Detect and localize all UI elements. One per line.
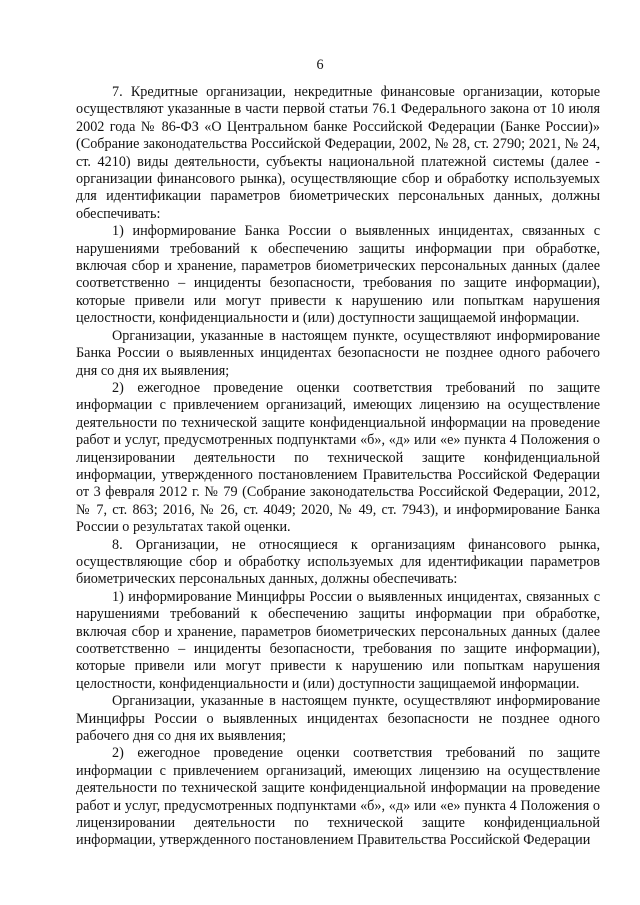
- paragraph-8-item-2: 2) ежегодное проведение оценки соответствия требований по защите информации с привлечением организаций, имеющих лицензию на осуществление деятельности по технической защите конфиденциальной информации на проведение работ и услуг, предусмотренных подпунктами «б», «д» или «е» пункта 4 Положения о лицензировании деятельности по технической защите конфиденциальной информации, утвержденного постановлением Правительства Российской Федерации: [76, 745, 600, 849]
- paragraph-7-item-1: 1) информирование Банка России о выявленных инцидентах, связанных с нарушениями требований к обеспечению защиты информации при обработке, включая сбор и хранение, параметров биометрических персональных данных (далее соответственно – инциденты безопасности, требования по защите информации), которые привели или могут привести к нарушению или попыткам нарушения целостности, конфиденциальности и (или) доступности защищаемой информации.: [76, 223, 600, 327]
- page-number: 6: [316, 57, 324, 73]
- paragraph-7-item-1-note: Организации, указанные в настоящем пункте, осуществляют информирование Банка России о выявленных инцидентах безопасности не позднее одного рабочего дня со дня их выявления;: [76, 327, 600, 379]
- paragraph-7: 7. Кредитные организации, некредитные финансовые организации, которые осуществляют указанные в части первой статьи 76.1 Федерального закона от 10 июля 2002 года № 86-ФЗ «О Центральном банке Российской Федерации (Банке России)» (Собрание законодательства Российской Федерации, 2002, № 28, ст. 2790; 2021, № 24, ст. 4210) виды деятельности, субъекты национальной платежной системы (далее - организации финансового рынка), осуществляющие сбор и обработку используемых для идентификации параметров биометрических персональных данных, должны обеспечивать:: [76, 84, 600, 222]
- paragraph-8-item-1-note: Организации, указанные в настоящем пункте, осуществляют информирование Минцифры России о выявленных инцидентах безопасности не позднее одного рабочего дня со дня их выявления;: [76, 693, 600, 745]
- paragraph-8-item-1: 1) информирование Минцифры России о выявленных инцидентах, связанных с нарушениями требований к обеспечению защиты информации при обработке, включая сбор и хранение, параметров биометрических персональных данных (далее соответственно – инциденты безопасности, требования по защите информации), которые привели или могут привести к нарушению или попыткам нарушения целостности, конфиденциальности и (или) доступности защищаемой информации.: [76, 588, 600, 692]
- paragraph-8: 8. Организации, не относящиеся к организациям финансового рынка, осуществляющие сбор и обработку используемых для идентификации параметров биометрических персональных данных, должны обеспечивать:: [76, 536, 600, 588]
- document-body: [76, 84, 600, 850]
- paragraph-7-item-2: 2) ежегодное проведение оценки соответствия требований по защите информации с привлечением организаций, имеющих лицензию на осуществление деятельности по технической защите конфиденциальной информации на проведение работ и услуг, предусмотренных подпунктами «б», «д» или «е» пункта 4 Положения о лицензировании деятельности по технической защите конфиденциальной информации, утвержденного постановлением Правительства Российской Федерации от 3 февраля 2012 г. № 79 (Собрание законодательства Российской Федерации, 2012, № 7, ст. 863; 2016, № 26, ст. 4049; 2020, № 49, ст. 7943), и информирование Банка России о результатах такой оценки.: [76, 379, 600, 536]
